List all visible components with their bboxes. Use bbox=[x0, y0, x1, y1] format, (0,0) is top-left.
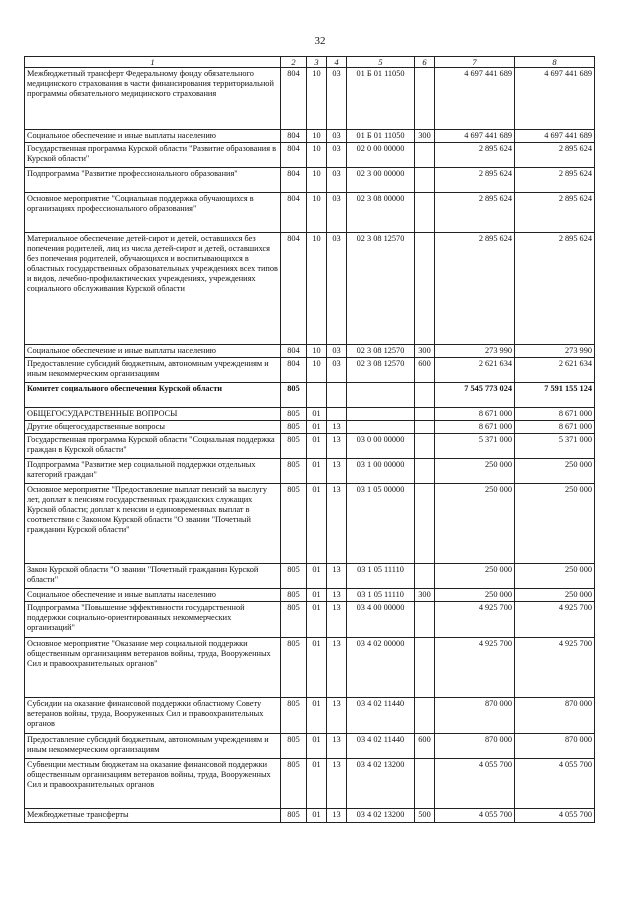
expense-type-code: 600 bbox=[415, 358, 435, 383]
row-name: Другие общегосударственные вопросы bbox=[25, 421, 281, 434]
amount-year-2: 4 925 700 bbox=[515, 602, 595, 638]
row-name: Подпрограмма "Повышение эффективности государственной поддержки социально-ориентированных некоммерческих организаций" bbox=[25, 602, 281, 638]
admin-code: 805 bbox=[281, 564, 307, 589]
section-code: 01 bbox=[307, 564, 327, 589]
section-code: 01 bbox=[307, 421, 327, 434]
column-header: 4 bbox=[327, 57, 347, 68]
target-article-code: 03 1 05 00000 bbox=[347, 484, 415, 564]
column-header: 8 bbox=[515, 57, 595, 68]
subsection-code: 03 bbox=[327, 130, 347, 143]
table-row bbox=[25, 589, 595, 602]
expense-type-code bbox=[415, 193, 435, 233]
expense-type-code: 500 bbox=[415, 809, 435, 823]
table-row bbox=[25, 68, 595, 130]
amount-year-2: 2 895 624 bbox=[515, 143, 595, 168]
amount-year-1: 273 990 bbox=[435, 345, 515, 358]
row-name: Основное мероприятие "Социальная поддержка обучающихся в организациях профессионального образования" bbox=[25, 193, 281, 233]
expense-type-code bbox=[415, 168, 435, 193]
amount-year-1: 8 671 000 bbox=[435, 421, 515, 434]
subsection-code: 13 bbox=[327, 589, 347, 602]
table-row bbox=[25, 809, 595, 823]
amount-year-1: 2 895 624 bbox=[435, 143, 515, 168]
column-header: 7 bbox=[435, 57, 515, 68]
amount-year-1: 870 000 bbox=[435, 698, 515, 734]
amount-year-1: 4 055 700 bbox=[435, 809, 515, 823]
amount-year-1: 4 055 700 bbox=[435, 759, 515, 809]
amount-year-2: 4 055 700 bbox=[515, 809, 595, 823]
section-code: 01 bbox=[307, 434, 327, 459]
expense-type-code: 300 bbox=[415, 130, 435, 143]
table-row bbox=[25, 408, 595, 421]
expense-type-code bbox=[415, 759, 435, 809]
amount-year-2: 4 055 700 bbox=[515, 759, 595, 809]
expense-type-code bbox=[415, 143, 435, 168]
target-article-code: 03 1 05 11110 bbox=[347, 589, 415, 602]
admin-code: 805 bbox=[281, 383, 307, 408]
amount-year-1: 250 000 bbox=[435, 459, 515, 484]
table-row bbox=[25, 484, 595, 564]
section-code: 10 bbox=[307, 143, 327, 168]
expense-type-code bbox=[415, 233, 435, 345]
table-row bbox=[25, 143, 595, 168]
column-header: 1 bbox=[25, 57, 281, 68]
amount-year-1: 2 895 624 bbox=[435, 168, 515, 193]
subsection-code: 13 bbox=[327, 734, 347, 759]
section-code: 10 bbox=[307, 193, 327, 233]
section-code: 10 bbox=[307, 130, 327, 143]
target-article-code: 03 4 02 13200 bbox=[347, 809, 415, 823]
section-code bbox=[307, 383, 327, 408]
row-name: Комитет социального обеспечения Курской области bbox=[25, 383, 281, 408]
amount-year-1: 250 000 bbox=[435, 589, 515, 602]
target-article-code: 03 4 02 11440 bbox=[347, 734, 415, 759]
target-article-code: 02 0 00 00000 bbox=[347, 143, 415, 168]
table-row bbox=[25, 638, 595, 698]
amount-year-2: 7 591 155 124 bbox=[515, 383, 595, 408]
amount-year-2: 5 371 000 bbox=[515, 434, 595, 459]
table-row bbox=[25, 564, 595, 589]
expense-type-code bbox=[415, 698, 435, 734]
admin-code: 804 bbox=[281, 233, 307, 345]
subsection-code: 03 bbox=[327, 68, 347, 130]
admin-code: 805 bbox=[281, 589, 307, 602]
target-article-code: 03 0 00 00000 bbox=[347, 434, 415, 459]
amount-year-2: 870 000 bbox=[515, 734, 595, 759]
admin-code: 805 bbox=[281, 421, 307, 434]
row-name: Материальное обеспечение детей-сирот и детей, оставшихся без попечения родителей, лиц из числа детей-сирот и детей, оставшихся без попечения родителей, обучающихся и воспитывающихся в областных государственных образовательных учреждениях всех типов и видов, лечебно-профилактических учреждениях, учреждениях социального обслуживания Курской области bbox=[25, 233, 281, 345]
subsection-code bbox=[327, 383, 347, 408]
subsection-code: 03 bbox=[327, 233, 347, 345]
admin-code: 805 bbox=[281, 698, 307, 734]
subsection-code: 13 bbox=[327, 698, 347, 734]
row-name: Социальное обеспечение и иные выплаты населению bbox=[25, 130, 281, 143]
table-row bbox=[25, 434, 595, 459]
section-code: 10 bbox=[307, 358, 327, 383]
table-row bbox=[25, 459, 595, 484]
section-code: 01 bbox=[307, 602, 327, 638]
admin-code: 804 bbox=[281, 345, 307, 358]
table-row bbox=[25, 383, 595, 408]
section-code: 01 bbox=[307, 459, 327, 484]
section-code: 01 bbox=[307, 484, 327, 564]
table-row bbox=[25, 759, 595, 809]
table-row bbox=[25, 698, 595, 734]
target-article-code: 02 3 08 12570 bbox=[347, 345, 415, 358]
row-name: Подпрограмма "Развитие профессионального образования" bbox=[25, 168, 281, 193]
table-row bbox=[25, 130, 595, 143]
section-code: 01 bbox=[307, 809, 327, 823]
expense-type-code bbox=[415, 434, 435, 459]
target-article-code: 03 4 02 11440 bbox=[347, 698, 415, 734]
amount-year-1: 4 697 441 689 bbox=[435, 130, 515, 143]
table-row bbox=[25, 734, 595, 759]
amount-year-2: 2 621 634 bbox=[515, 358, 595, 383]
expense-type-code bbox=[415, 68, 435, 130]
amount-year-1: 8 671 000 bbox=[435, 408, 515, 421]
row-name: Социальное обеспечение и иные выплаты населению bbox=[25, 345, 281, 358]
expense-type-code bbox=[415, 564, 435, 589]
row-name: Предоставление субсидий бюджетным, автономным учреждениям и иным некоммерческим организациям bbox=[25, 358, 281, 383]
admin-code: 805 bbox=[281, 484, 307, 564]
amount-year-2: 250 000 bbox=[515, 564, 595, 589]
subsection-code: 13 bbox=[327, 421, 347, 434]
target-article-code: 03 1 00 00000 bbox=[347, 459, 415, 484]
subsection-code: 03 bbox=[327, 345, 347, 358]
row-name: Социальное обеспечение и иные выплаты населению bbox=[25, 589, 281, 602]
admin-code: 805 bbox=[281, 638, 307, 698]
row-name: Закон Курской области "О звании "Почетный гражданин Курской области" bbox=[25, 564, 281, 589]
subsection-code: 03 bbox=[327, 193, 347, 233]
expense-type-code bbox=[415, 602, 435, 638]
target-article-code: 02 3 08 00000 bbox=[347, 193, 415, 233]
target-article-code: 02 3 08 12570 bbox=[347, 233, 415, 345]
row-name: Основное мероприятие "Оказание мер социальной поддержки общественным организациям ветеранов войны, труда, Вооруженных Сил и правоохранительных органов" bbox=[25, 638, 281, 698]
section-code: 01 bbox=[307, 638, 327, 698]
amount-year-2: 2 895 624 bbox=[515, 233, 595, 345]
amount-year-1: 4 925 700 bbox=[435, 602, 515, 638]
budget-table bbox=[24, 56, 595, 823]
row-name: Основное мероприятие "Предоставление выплат пенсий за выслугу лет, доплат к пенсиям государственных гражданских служащих Курской области; доплат к пенсии и единовременных выплат в соответствии с Законом Курской области "О звании "Почетный гражданин Курской области" bbox=[25, 484, 281, 564]
expense-type-code bbox=[415, 459, 435, 484]
table-row bbox=[25, 168, 595, 193]
row-name: ОБЩЕГОСУДАРСТВЕННЫЕ ВОПРОСЫ bbox=[25, 408, 281, 421]
row-name: Межбюджетный трансферт Федеральному фонду обязательного медицинского страхования в части финансирования территориальной программы обязательного медицинского страхования bbox=[25, 68, 281, 130]
admin-code: 804 bbox=[281, 168, 307, 193]
target-article-code: 03 1 05 11110 bbox=[347, 564, 415, 589]
expense-type-code bbox=[415, 383, 435, 408]
row-name: Субсидии на оказание финансовой поддержки областному Совету ветеранов войны, труда, Вооруженных Сил и правоохранительных органов bbox=[25, 698, 281, 734]
amount-year-2: 273 990 bbox=[515, 345, 595, 358]
amount-year-1: 5 371 000 bbox=[435, 434, 515, 459]
admin-code: 804 bbox=[281, 358, 307, 383]
amount-year-2: 8 671 000 bbox=[515, 421, 595, 434]
section-code: 01 bbox=[307, 589, 327, 602]
section-code: 01 bbox=[307, 698, 327, 734]
admin-code: 805 bbox=[281, 602, 307, 638]
column-header: 6 bbox=[415, 57, 435, 68]
subsection-code bbox=[327, 408, 347, 421]
section-code: 01 bbox=[307, 759, 327, 809]
target-article-code bbox=[347, 421, 415, 434]
subsection-code: 03 bbox=[327, 143, 347, 168]
row-name: Субвенции местным бюджетам на оказание финансовой поддержки общественным организациям ветеранов войны, труда, Вооруженных Сил и правоохранительных органов bbox=[25, 759, 281, 809]
amount-year-2: 2 895 624 bbox=[515, 193, 595, 233]
amount-year-1: 4 697 441 689 bbox=[435, 68, 515, 130]
target-article-code: 01 Б 01 11050 bbox=[347, 68, 415, 130]
amount-year-1: 4 925 700 bbox=[435, 638, 515, 698]
section-code: 10 bbox=[307, 233, 327, 345]
expense-type-code: 300 bbox=[415, 345, 435, 358]
subsection-code: 03 bbox=[327, 168, 347, 193]
section-code: 10 bbox=[307, 168, 327, 193]
expense-type-code bbox=[415, 408, 435, 421]
section-code: 10 bbox=[307, 68, 327, 130]
section-code: 01 bbox=[307, 734, 327, 759]
amount-year-1: 2 895 624 bbox=[435, 193, 515, 233]
subsection-code: 03 bbox=[327, 358, 347, 383]
admin-code: 805 bbox=[281, 759, 307, 809]
expense-type-code bbox=[415, 484, 435, 564]
amount-year-1: 870 000 bbox=[435, 734, 515, 759]
admin-code: 804 bbox=[281, 193, 307, 233]
amount-year-1: 2 895 624 bbox=[435, 233, 515, 345]
amount-year-2: 2 895 624 bbox=[515, 168, 595, 193]
expense-type-code bbox=[415, 638, 435, 698]
admin-code: 805 bbox=[281, 408, 307, 421]
column-header: 2 bbox=[281, 57, 307, 68]
target-article-code: 02 3 00 00000 bbox=[347, 168, 415, 193]
subsection-code: 13 bbox=[327, 459, 347, 484]
section-code: 01 bbox=[307, 408, 327, 421]
table-row bbox=[25, 193, 595, 233]
subsection-code: 13 bbox=[327, 484, 347, 564]
table-row bbox=[25, 602, 595, 638]
subsection-code: 13 bbox=[327, 602, 347, 638]
amount-year-1: 7 545 773 024 bbox=[435, 383, 515, 408]
column-header: 5 bbox=[347, 57, 415, 68]
target-article-code: 02 3 08 12570 bbox=[347, 358, 415, 383]
amount-year-2: 870 000 bbox=[515, 698, 595, 734]
admin-code: 804 bbox=[281, 68, 307, 130]
admin-code: 804 bbox=[281, 130, 307, 143]
target-article-code bbox=[347, 383, 415, 408]
admin-code: 805 bbox=[281, 459, 307, 484]
amount-year-1: 250 000 bbox=[435, 484, 515, 564]
target-article-code: 03 4 00 00000 bbox=[347, 602, 415, 638]
subsection-code: 13 bbox=[327, 759, 347, 809]
subsection-code: 13 bbox=[327, 564, 347, 589]
row-name: Предоставление субсидий бюджетным, автономным учреждениям и иным некоммерческим организациям bbox=[25, 734, 281, 759]
amount-year-2: 250 000 bbox=[515, 459, 595, 484]
amount-year-1: 2 621 634 bbox=[435, 358, 515, 383]
target-article-code bbox=[347, 408, 415, 421]
target-article-code: 01 Б 01 11050 bbox=[347, 130, 415, 143]
amount-year-2: 8 671 000 bbox=[515, 408, 595, 421]
target-article-code: 03 4 02 13200 bbox=[347, 759, 415, 809]
row-name: Межбюджетные трансферты bbox=[25, 809, 281, 823]
table-row bbox=[25, 421, 595, 434]
admin-code: 805 bbox=[281, 434, 307, 459]
amount-year-2: 250 000 bbox=[515, 484, 595, 564]
page-number: 32 bbox=[314, 35, 326, 47]
subsection-code: 13 bbox=[327, 809, 347, 823]
table-row bbox=[25, 345, 595, 358]
expense-type-code bbox=[415, 421, 435, 434]
target-article-code: 03 4 02 00000 bbox=[347, 638, 415, 698]
column-header: 3 bbox=[307, 57, 327, 68]
table-row bbox=[25, 358, 595, 383]
row-name: Подпрограмма "Развитие мер социальной поддержки отдельных категорий граждан" bbox=[25, 459, 281, 484]
amount-year-2: 250 000 bbox=[515, 589, 595, 602]
amount-year-2: 4 697 441 689 bbox=[515, 130, 595, 143]
column-number-row bbox=[25, 57, 595, 68]
admin-code: 805 bbox=[281, 809, 307, 823]
subsection-code: 13 bbox=[327, 638, 347, 698]
admin-code: 804 bbox=[281, 143, 307, 168]
section-code: 10 bbox=[307, 345, 327, 358]
table-row bbox=[25, 233, 595, 345]
subsection-code: 13 bbox=[327, 434, 347, 459]
expense-type-code: 600 bbox=[415, 734, 435, 759]
row-name: Государственная программа Курской области "Развитие образования в Курской области" bbox=[25, 143, 281, 168]
expense-type-code: 300 bbox=[415, 589, 435, 602]
row-name: Государственная программа Курской области "Социальная поддержка граждан в Курской области" bbox=[25, 434, 281, 459]
amount-year-2: 4 697 441 689 bbox=[515, 68, 595, 130]
amount-year-1: 250 000 bbox=[435, 564, 515, 589]
admin-code: 805 bbox=[281, 734, 307, 759]
amount-year-2: 4 925 700 bbox=[515, 638, 595, 698]
